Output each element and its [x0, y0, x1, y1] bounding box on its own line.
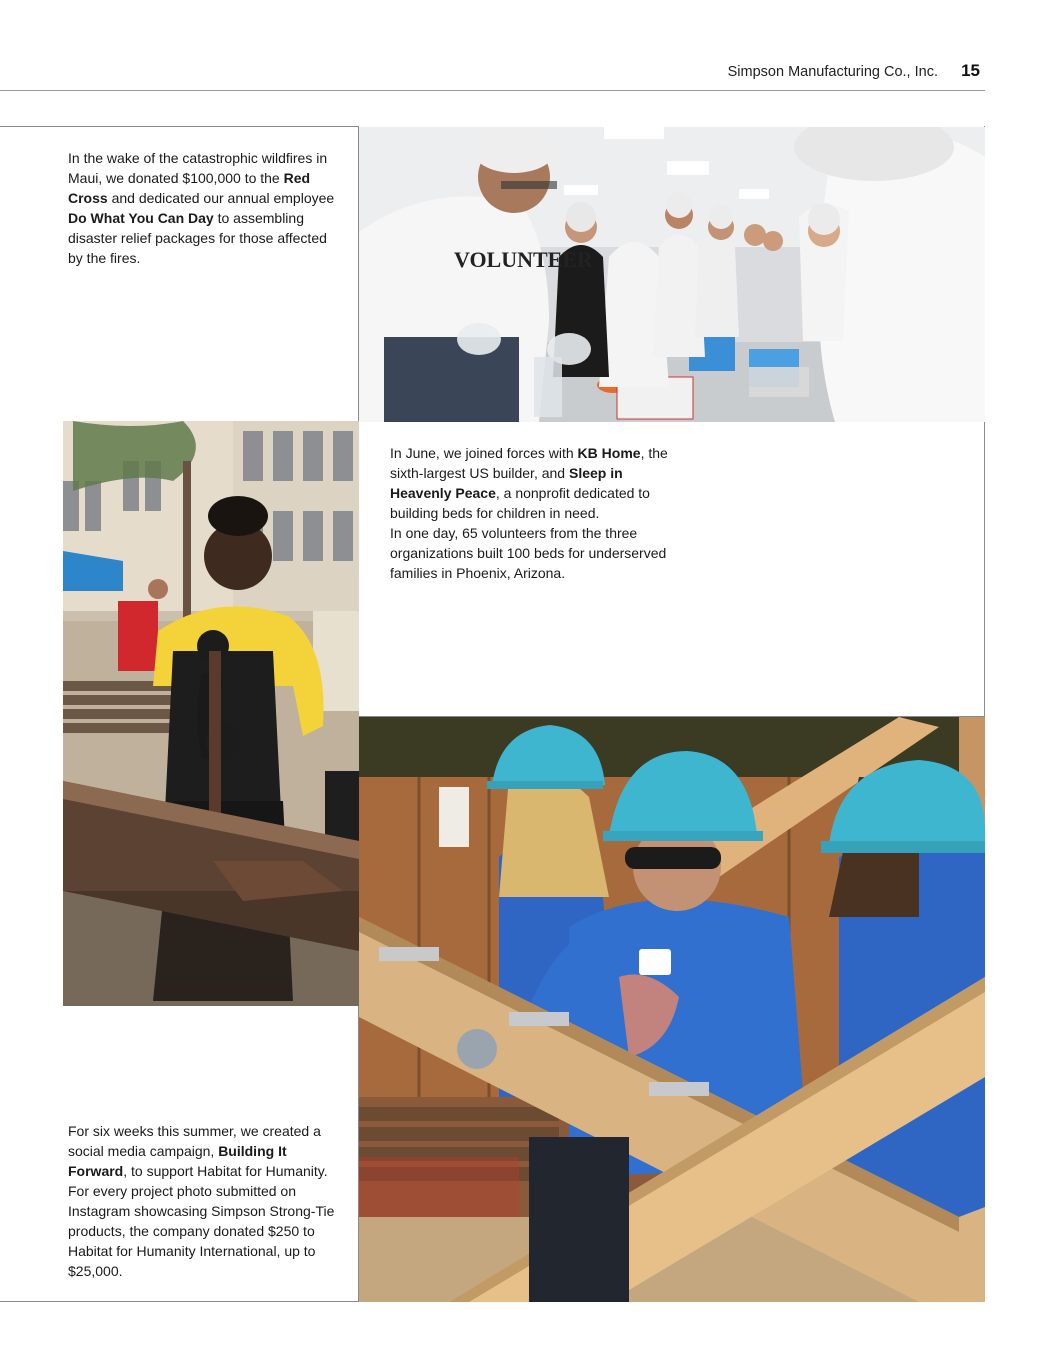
photo-habitat-volunteers-lumber — [359, 717, 985, 1302]
header-divider — [0, 90, 985, 91]
header-company-name: Simpson Manufacturing Co., Inc. — [727, 64, 938, 80]
kbhome-bold-sleep-in-heavenly-peace: Sleep in Heavenly Peace — [390, 465, 623, 501]
photo-volunteers-packing — [359, 127, 985, 422]
layout-rule-bottom — [0, 1301, 359, 1302]
kbhome-text-4: In one day, 65 volunteers from the three organizations built 100 beds for underserved families in Phoenix, Arizona. — [390, 525, 667, 581]
maui-text-3: to assembling disaster relief packages for those affected by the fires. — [68, 210, 327, 266]
layout-rule-top — [0, 126, 359, 127]
maui-bold-do-what-you-can-day: Do What You Can Day — [68, 210, 214, 226]
habitat-text-2: , to support Habitat for Humanity. For every project photo submitted on Instagram showcasing Simpson Strong-Tie products, the company donated $250 to Habitat for Humanity International, up to $25,000. — [68, 1163, 335, 1279]
maui-text-2: and dedicated our annual employee — [107, 190, 335, 206]
kbhome-paragraph — [390, 443, 680, 583]
kbhome-bold-kb-home: KB Home — [577, 445, 641, 461]
kbhome-text-3: , a nonprofit dedicated to building beds for children in need. — [390, 485, 650, 521]
maui-paragraph — [68, 148, 338, 268]
maui-text-1: In the wake of the catastrophic wildfires in Maui, we donated $100,000 to the — [68, 150, 328, 186]
maui-bold-red-cross: Red Cross — [68, 170, 311, 206]
page-number: 15 — [961, 61, 980, 80]
photo-bed-building-volunteer — [63, 421, 359, 1006]
kbhome-text-2: , the sixth-largest US builder, and — [390, 445, 668, 481]
habitat-text-1: For six weeks this summer, we created a social media campaign, — [68, 1123, 321, 1159]
habitat-bold-building-it-forward: Building It Forward — [68, 1143, 287, 1179]
volunteer-shirt-text: VOLUNTEER — [454, 247, 593, 272]
habitat-paragraph — [68, 1121, 338, 1281]
kbhome-text-1: In June, we joined forces with — [390, 445, 578, 461]
